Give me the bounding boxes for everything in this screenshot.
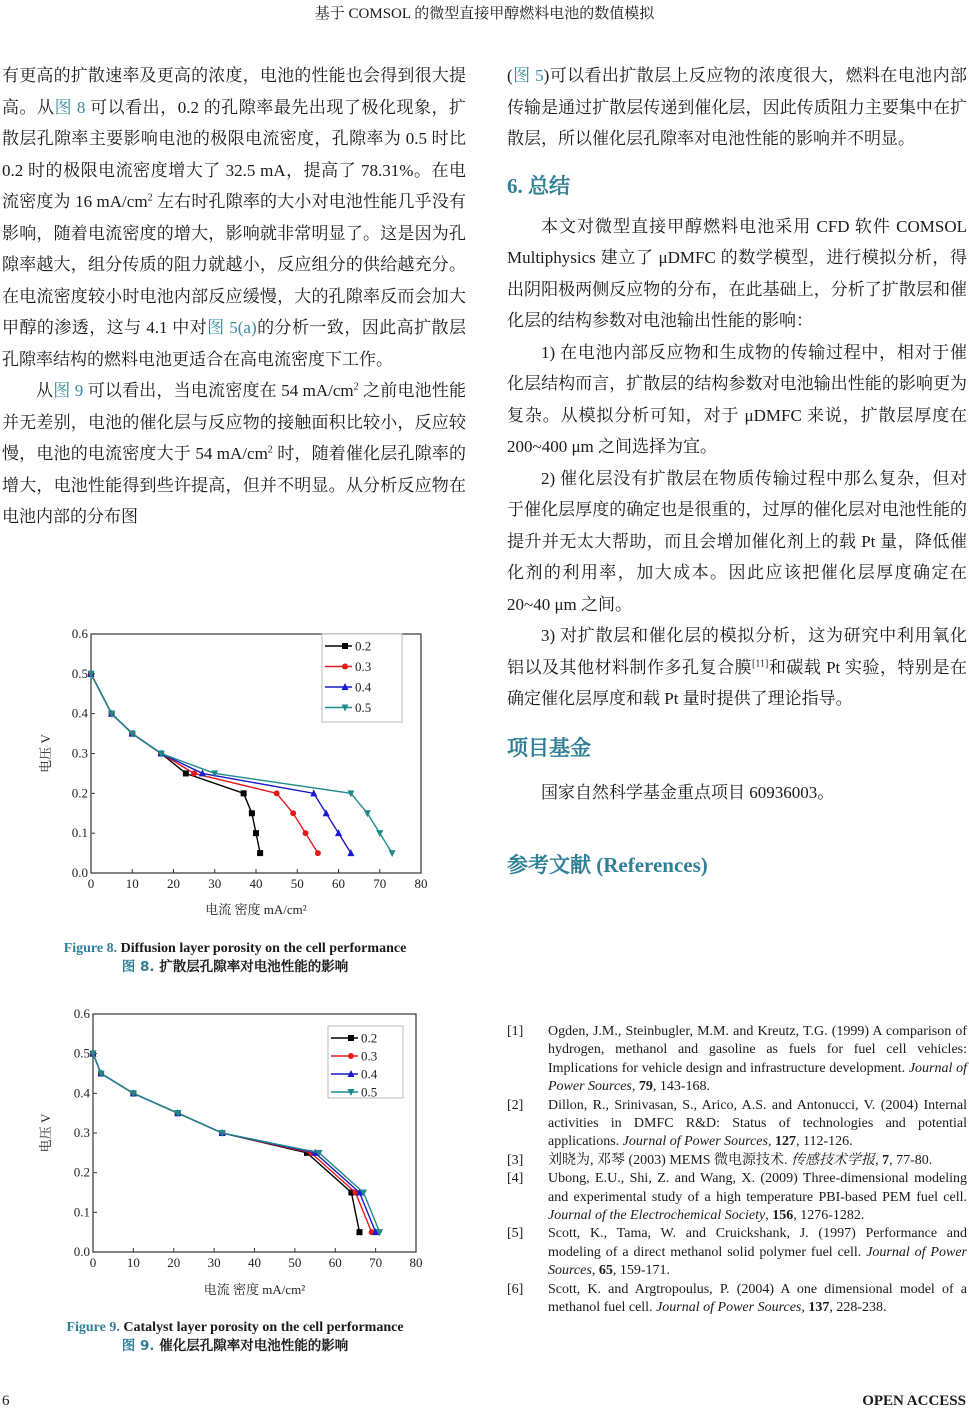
legend-label: 0.3 bbox=[361, 1048, 378, 1064]
legend-label: 0.4 bbox=[361, 1066, 378, 1082]
y-tick-label: 0.2 bbox=[71, 785, 88, 801]
chart-8-svg bbox=[32, 622, 432, 922]
data-point bbox=[257, 850, 263, 856]
series-line bbox=[91, 674, 318, 853]
figure-link[interactable]: 图 5 bbox=[512, 66, 544, 85]
figure-link[interactable]: 图 5(a) bbox=[207, 318, 257, 337]
caption-zh bbox=[20, 958, 450, 977]
caption-label: Figure 9. bbox=[66, 1320, 120, 1335]
reference-number: [4] bbox=[507, 1171, 524, 1187]
reference-number: [1] bbox=[507, 1024, 524, 1039]
body-paragraph bbox=[507, 620, 967, 715]
section-heading: 6. 总结 bbox=[507, 173, 570, 198]
y-tick-label: 0.4 bbox=[71, 705, 88, 721]
y-tick-label: 0.6 bbox=[71, 626, 88, 641]
reference-text bbox=[548, 1225, 967, 1280]
y-tick-label: 0.0 bbox=[73, 1244, 90, 1259]
page-number: 6 bbox=[2, 1393, 10, 1409]
citation[interactable]: [11] bbox=[752, 657, 769, 669]
x-tick-label: 30 bbox=[208, 876, 222, 891]
caption-text: 催化层孔隙率对电池性能的影响 bbox=[154, 1338, 349, 1354]
reference-item bbox=[507, 1152, 967, 1170]
volume: 156 bbox=[772, 1208, 794, 1224]
reference-segment: , bbox=[765, 1208, 773, 1224]
reference-segment: Ogden, J.M., Steinbugler, M.M. and Kreutz, T.G. (1999) A comparison of hydrogen, methanol and gasoline as fuels for fuel cell vehicles: Implications for vehicle design and infrastructure development. bbox=[548, 1024, 967, 1076]
caption-text: Diffusion layer porosity on the cell performance bbox=[117, 941, 407, 956]
volume: 79 bbox=[638, 1079, 653, 1095]
series-0.2 bbox=[90, 1051, 362, 1236]
figure-9-caption bbox=[20, 1318, 450, 1356]
journal-name: Journal of the Electrochemical Society bbox=[548, 1208, 766, 1224]
data-point bbox=[253, 830, 259, 836]
y-tick-label: 0.5 bbox=[71, 665, 88, 681]
reference-segment: , bbox=[591, 1263, 599, 1279]
references-heading: 参考文献 (References) bbox=[507, 853, 708, 877]
data-point bbox=[348, 1053, 354, 1059]
y-tick-label: 0.1 bbox=[73, 1204, 90, 1220]
y-axis-label: 电压 V bbox=[38, 734, 53, 773]
journal-name: 传感技术学报 bbox=[791, 1152, 876, 1168]
caption-text: Catalyst layer porosity on the cell performance bbox=[119, 1320, 404, 1335]
reference-item bbox=[507, 1170, 967, 1225]
reference-segment: , 228-238. bbox=[829, 1300, 887, 1316]
text: 的分析一致，因此高扩散层孔隙率结构的燃料电池更适合在高电流密度下工作。 bbox=[2, 318, 467, 369]
figure-9-chart bbox=[32, 1002, 432, 1307]
body-paragraph bbox=[507, 60, 967, 155]
text: 可以看出，当电流密度在 54 mA/cm bbox=[83, 381, 354, 400]
reference-segment: , bbox=[631, 1079, 639, 1095]
series-line bbox=[91, 674, 260, 853]
reference-segment: Scott, K. and Argtropoulus, P. (2004) A one dimensional model of a methanol fuel cell. bbox=[548, 1281, 967, 1316]
data-point bbox=[274, 790, 280, 796]
x-tick-label: 40 bbox=[249, 876, 263, 891]
caption-zh bbox=[20, 1337, 450, 1356]
series-0.4 bbox=[88, 670, 355, 856]
reference-segment: Ubong, E.U., Shi, Z. and Wang, X. (2009) Three-dimensional modeling and experimental study of a high temperature PBI-based PEM fuel cell. bbox=[548, 1171, 967, 1205]
y-tick-label: 0.6 bbox=[73, 1006, 90, 1021]
y-axis-label: 电压 V bbox=[38, 1113, 53, 1153]
journal-name: Journal of Power Sources bbox=[622, 1134, 768, 1150]
x-tick-label: 60 bbox=[328, 1255, 342, 1270]
legend-label: 0.5 bbox=[361, 1084, 378, 1100]
volume: 65 bbox=[598, 1263, 613, 1279]
y-tick-label: 0.3 bbox=[71, 745, 88, 761]
data-point bbox=[389, 850, 396, 857]
superscript: 2 bbox=[147, 192, 153, 204]
x-tick-label: 70 bbox=[373, 876, 387, 891]
series-line bbox=[91, 674, 351, 853]
journal-name: Journal of Power Sources bbox=[656, 1300, 802, 1316]
reference-number: [3] bbox=[507, 1152, 524, 1168]
y-tick-label: 0.4 bbox=[73, 1085, 90, 1101]
reference-item bbox=[507, 1225, 967, 1280]
series-0.2 bbox=[88, 671, 263, 856]
reference-text bbox=[548, 1170, 967, 1225]
text: 从 bbox=[36, 381, 54, 400]
caption-en bbox=[20, 1318, 450, 1337]
data-point bbox=[191, 770, 197, 776]
data-point bbox=[342, 664, 348, 670]
series-line bbox=[93, 1054, 359, 1233]
funding-heading: 项目基金 bbox=[507, 735, 591, 760]
x-axis-label: 电流 密度 mA/cm² bbox=[203, 1282, 306, 1297]
x-tick-label: 20 bbox=[167, 876, 180, 891]
text: 有更高的扩散速率及更高的浓度，电池的性能也会得到很大提高。从 bbox=[2, 66, 466, 117]
legend-label: 0.2 bbox=[355, 638, 372, 654]
reference-item bbox=[507, 1023, 967, 1097]
reference-text bbox=[548, 1023, 967, 1097]
x-axis-label: 电流 密度 mA/cm² bbox=[205, 902, 307, 917]
superscript: 2 bbox=[353, 381, 359, 393]
volume: 7 bbox=[882, 1152, 890, 1168]
x-tick-label: 70 bbox=[369, 1255, 383, 1270]
text: ( bbox=[507, 66, 513, 85]
data-point bbox=[241, 790, 247, 796]
body-paragraph bbox=[2, 60, 466, 375]
text: 3) 对扩散层和催化层的模拟分析，这为研究中利用氧化铝以及其他材料制作多孔复合膜 bbox=[507, 626, 967, 677]
caption-text: 扩散层孔隙率对电池性能的影响 bbox=[154, 959, 349, 975]
chart-9-svg bbox=[32, 1002, 432, 1307]
x-tick-label: 40 bbox=[248, 1255, 261, 1270]
volume: 137 bbox=[808, 1300, 830, 1316]
data-point bbox=[342, 643, 348, 649]
reference-segment: , 77-80. bbox=[889, 1152, 933, 1168]
text: 可以看出，0.2 的孔隙率最先出现了极化现象，扩散层孔隙率主要影响电池的极限电流密度，孔隙率为 0.5 时比 0.2 时的极限电流密度增大了 32.5 mA，提高了 78.31%。在电流密度为 16 mA/cm bbox=[2, 97, 467, 211]
superscript: 2 bbox=[267, 444, 273, 456]
x-tick-label: 10 bbox=[126, 1255, 140, 1270]
caption-en bbox=[20, 939, 450, 958]
left-column bbox=[2, 60, 466, 533]
reference-list bbox=[507, 1023, 967, 1318]
reference-number: [5] bbox=[507, 1226, 524, 1242]
x-tick-label: 50 bbox=[288, 1255, 302, 1270]
x-tick-label: 80 bbox=[414, 876, 428, 891]
figure-8-chart bbox=[32, 622, 432, 922]
body-paragraph bbox=[2, 375, 466, 533]
data-point bbox=[348, 1035, 354, 1041]
reference-number: [6] bbox=[507, 1281, 524, 1297]
reference-segment: , bbox=[767, 1134, 775, 1150]
reference-segment: Dillon, R., Srinivasan, S., Arico, A.S. and Antonucci, V. (2004) Internal activities in DMFC R&D: Status of technologies and potential applications. bbox=[548, 1097, 967, 1150]
volume: 127 bbox=[774, 1134, 796, 1150]
body-paragraph: 2) 催化层没有扩散层在物质传输过程中那么复杂，但对于催化层厚度的确定也是很重的，过厚的催化层对电池性能的提升并无太大帮助，而且会增加催化剂上的载 Pt 量，降低催化剂的利用率，加大成本。因此应该把催化层厚度确定在 20~40 μm 之间。 bbox=[507, 468, 967, 614]
y-tick-label: 0.0 bbox=[71, 865, 88, 880]
data-point bbox=[303, 830, 309, 836]
x-tick-label: 50 bbox=[290, 876, 304, 891]
legend-label: 0.3 bbox=[355, 659, 372, 674]
reference-item bbox=[507, 1097, 967, 1152]
x-tick-label: 80 bbox=[409, 1255, 423, 1270]
x-tick-label: 0 bbox=[87, 876, 95, 891]
text: )可以看出扩散层上反应物的浓度很大，燃料在电池内部传输是通过扩散层传递到催化层，因此传质阻力主要集中在扩散层，所以催化层孔隙率对电池性能的影响并不明显。 bbox=[507, 66, 967, 148]
journal-name: Journal of Power Sources bbox=[548, 1060, 967, 1095]
body-paragraph: 1) 在电池内部反应物和生成物的传输过程中，相对于催化层结构而言，扩散层的结构参数对电池输出性能的影响更为复杂。从模拟分析可知，对于 μDMFC 来说，扩散层厚度在 200~400 μm 之间选择为宜。 bbox=[507, 342, 967, 456]
reference-text bbox=[548, 1281, 967, 1318]
reference-segment: Scott, K., Tama, W. and Cruickshank, J. (1997) Performance and modeling of a direct methanol solid polymer fuel cell. bbox=[548, 1226, 967, 1260]
data-point bbox=[249, 810, 255, 816]
reference-segment: , 143-168. bbox=[652, 1079, 711, 1095]
data-point bbox=[356, 1229, 362, 1235]
x-tick-label: 60 bbox=[332, 876, 345, 891]
y-tick-label: 0.3 bbox=[73, 1125, 90, 1140]
reference-segment: , bbox=[801, 1300, 809, 1316]
series-0.3 bbox=[88, 671, 321, 856]
figure-8-caption bbox=[20, 939, 450, 977]
reference-item bbox=[507, 1281, 967, 1318]
text: 和碳载 Pt 实验，特别是在确定催化层厚度和载 Pt 量时提供了理论指导。 bbox=[507, 657, 967, 708]
data-point bbox=[290, 810, 296, 816]
running-title: 基于 COMSOL 的微型直接甲醇燃料电池的数值模拟 bbox=[314, 6, 655, 22]
right-column bbox=[507, 60, 967, 880]
funding-text: 国家自然科学基金重点项目 60936003。 bbox=[541, 782, 835, 802]
x-tick-label: 10 bbox=[125, 876, 139, 891]
text: 时，随着催化层孔隙率的增大，电池性能得到些许提高，但并不明显。从分析反应物在电池内部的分布图 bbox=[2, 444, 466, 526]
reference-segment: 刘晓为, 邓琴 (2003) MEMS 微电源技术. bbox=[548, 1152, 792, 1168]
data-point bbox=[183, 770, 189, 776]
figure-link[interactable]: 图 8 bbox=[54, 97, 86, 117]
y-tick-label: 0.5 bbox=[73, 1045, 90, 1061]
text: 之前电池性能并无差别，电池的催化层与反应物的接触面积比较小，反应较慢，电池的电流密度大于 54 mA/cm bbox=[2, 381, 466, 463]
reference-text bbox=[548, 1097, 967, 1152]
caption-label: 图 9. bbox=[121, 1338, 155, 1354]
legend-label: 0.4 bbox=[355, 679, 372, 695]
x-tick-label: 30 bbox=[207, 1255, 221, 1270]
reference-segment: , bbox=[875, 1152, 883, 1168]
journal-name: Journal of Power Sources bbox=[548, 1244, 967, 1279]
reference-text bbox=[548, 1152, 967, 1170]
reference-number: [2] bbox=[507, 1097, 524, 1113]
x-tick-label: 20 bbox=[167, 1255, 181, 1270]
x-tick-label: 0 bbox=[89, 1255, 97, 1270]
caption-label: Figure 8. bbox=[63, 941, 118, 956]
body-paragraph: 本文对微型直接甲醇燃料电池采用 CFD 软件 COMSOL Multiphysics 建立了 μDMFC 的数学模型，进行模拟分析，得出阴阳极两侧反应物的分布，在此基础上，分析了扩散层和催化层的结构参数对电池输出性能的影响： bbox=[507, 216, 967, 330]
reference-segment: , 1276-1282. bbox=[793, 1208, 865, 1224]
reference-segment: , 112-126. bbox=[795, 1134, 853, 1150]
legend-label: 0.5 bbox=[355, 700, 372, 715]
y-tick-label: 0.1 bbox=[71, 825, 88, 841]
figure-link[interactable]: 图 9 bbox=[53, 381, 84, 400]
open-access-label: OPEN ACCESS bbox=[862, 1393, 966, 1409]
caption-label: 图 8. bbox=[121, 959, 155, 975]
data-point bbox=[315, 850, 321, 856]
text: 左右时孔隙率的大小对电池性能几乎没有影响，随着电流密度的增大，影响就非常明显了。这是因为孔隙率越大，组分传质的阻力就越小，反应组分的供给越充分。在电流密度较小时电池内部反应缓慢，大的孔隙率反而会加大甲醇的渗透，这与 4.1 中对 bbox=[2, 192, 466, 337]
y-tick-label: 0.2 bbox=[73, 1164, 90, 1180]
legend-label: 0.2 bbox=[361, 1030, 378, 1046]
reference-segment: , 159-171. bbox=[612, 1263, 670, 1279]
